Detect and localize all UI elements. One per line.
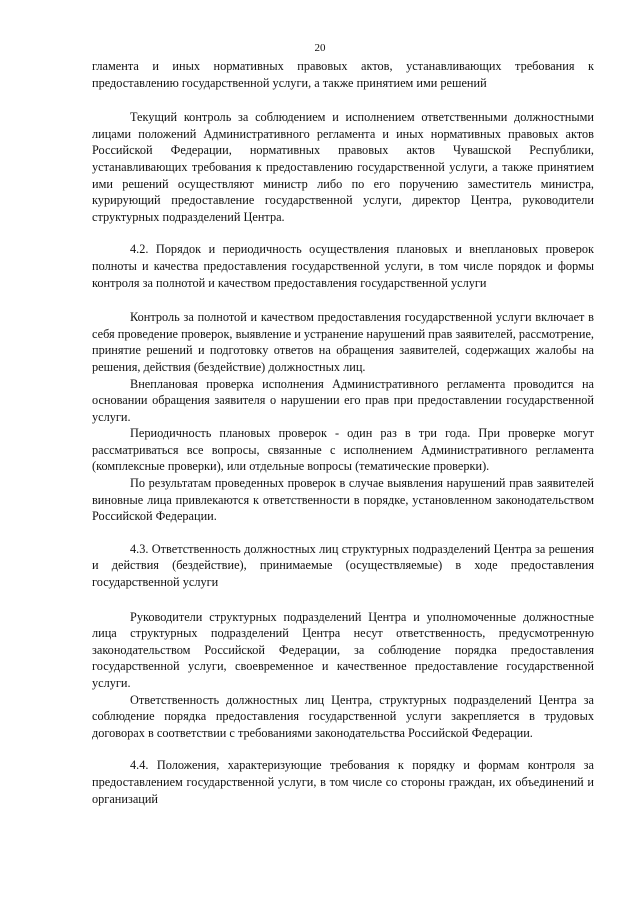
page-number: 20 — [314, 42, 326, 54]
paragraph-responsibility-contracts: Ответственность должностных лиц Центра, структурных подразделений Центра за соблюдение порядка предоставления государственной услуги закрепляется в трудовых договорах в соответствии с требованиями законодательства Российской Федерации. — [92, 692, 594, 740]
section-heading-4-2: 4.2. Порядок и периодичность осуществления плановых и внеплановых проверок полноты и качества предоставления государственной услуги, в том числе порядок и формы контроля за полнотой и качеством предоставления государственной услуги — [92, 242, 594, 290]
paragraph-continuation: гламента и иных нормативных правовых актов, устанавливающих требования к предоставлению государственной услуги, а также принятием ими решений — [92, 59, 594, 90]
paragraph-quality-control: Контроль за полнотой и качеством предоставления государственной услуги включает в себя проведение проверок, выявление и устранение нарушений прав заявителей, рассмотрение, принятие решений и подготовку ответов на обращения заявителей, содержащих жалобы на решения, действия (бездействие) должностных лиц. — [92, 310, 594, 374]
paragraph-check-frequency: Периодичность плановых проверок - один раз в три года. При проверке могут рассматриваться все вопросы, связанные с исполнением Административного регламента (комплексные проверки), или отдельные вопросы (тематические проверки). — [92, 426, 594, 474]
document-body — [92, 58, 594, 807]
paragraph-unscheduled-check: Внеплановая проверка исполнения Административного регламента проводится на основании обращения заявителя о нарушении его прав при предоставлении государственной услуги. — [92, 376, 594, 424]
paragraph-current-control: Текущий контроль за соблюдением и исполнением ответственными должностными лицами положений Административного регламента и иных нормативных правовых актов Российской Федерации, нормативных правовых актов Чувашской Республики, устанавливающих требования к предоставлению государственной услуги, а также принятием ими решений осуществляют министр либо по его поручению заместитель министра, курирующий предоставление государственной услуги, директор Центра, руководители структурных подразделений Центра. — [92, 110, 594, 224]
section-heading-4-4: 4.4. Положения, характеризующие требования к порядку и формам контроля за предоставлением государственной услуги, в том числе со стороны граждан, их объединений и организаций — [92, 758, 594, 806]
section-heading-4-3: 4.3. Ответственность должностных лиц структурных подразделений Центра за решения и действия (бездействие), принимаемые (осуществляемые) в ходе предоставления государственной услуги — [92, 541, 594, 590]
paragraph-check-results: По результатам проведенных проверок в случае выявления нарушений прав заявителей виновные лица привлекаются к ответственности в порядке, установленном законодательством Российской Федерации. — [92, 476, 594, 524]
paragraph-responsibility-heads: Руководители структурных подразделений Центра и уполномоченные должностные лица структурных подразделений Центра несут ответственность, предусмотренную законодательством Российской Федерации, за соблюдение порядка предоставления государственной услуги, своевременное и качественное предоставление государственной услуги. — [92, 609, 594, 690]
